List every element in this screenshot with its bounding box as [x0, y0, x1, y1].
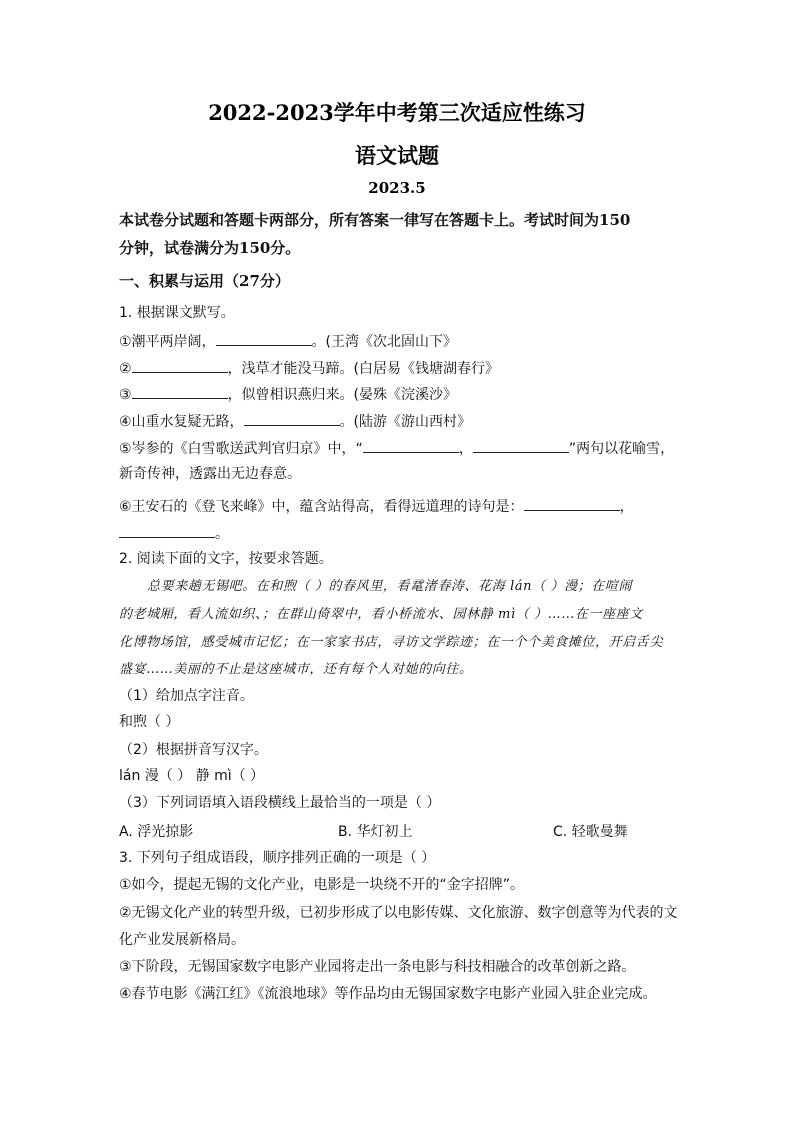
notice-line-1: 本试卷分试题和答题卡两部分，所有答案一律写在答题卡上。考试时间为150 [119, 211, 631, 229]
q1-item-6 [119, 495, 689, 518]
answer-blank[interactable] [244, 410, 340, 426]
q2-sub1-item: 和煦（ ） [119, 714, 180, 730]
q2-prompt: 2. 阅读下面的文字，按要求答题。 [119, 551, 333, 567]
answer-blank[interactable] [524, 495, 620, 511]
exam-title: 2022-2023学年中考第三次适应性练习 [208, 100, 586, 125]
q1-item-3-text-a: ③ [119, 387, 132, 403]
q1-item-6-cont [119, 522, 689, 545]
option-a[interactable]: A. 浮光掠影 [119, 824, 194, 840]
q1-item-5 [119, 437, 689, 460]
answer-blank[interactable] [216, 330, 312, 346]
q1-item-2 [119, 357, 689, 380]
q2-passage-line-3: 化博物场馆，感受城市记忆；在一家家书店，寻访文学踪迹；在一个个美食摊位，开启舌尖 [119, 635, 664, 650]
notice-line-2: 分钟，试卷满分为150分。 [119, 239, 301, 257]
section-heading: 一、积累与运用（27分） [119, 272, 290, 290]
q2-passage-line-1: 总要来趟无锡吧。在和煦（ ）的春风里，看鼋渚春涛、花海 lán（ ）漫；在喧闹 [147, 579, 633, 594]
q3-sentence-3: ③下阶段，无锡国家数字电影产业园将走出一条电影与科技相融合的改革创新之路。 [119, 959, 636, 975]
q1-item-6-text-b: ， [619, 499, 634, 515]
q1-item-1 [119, 330, 689, 353]
q1-item-5-text-b: ， [458, 441, 473, 457]
q2-sub1: （1）给加点字注音。 [119, 688, 254, 704]
answer-blank[interactable] [132, 383, 228, 399]
q2-sub3: （3）下列词语填入语段横线上最恰当的一项是（ ） [119, 795, 441, 811]
q1-item-2-text-b: ，浅草才能没马蹄。(白居易《钱塘湖春行》 [227, 361, 500, 377]
q1-item-5-cont: 新奇传神，透露出无边春意。 [119, 466, 301, 482]
q3-prompt: 3. 下列句子组成语段，顺序排列正确的一项是（ ） [119, 850, 436, 866]
exam-subtitle: 语文试题 [355, 143, 439, 168]
q1-item-3 [119, 383, 689, 406]
q1-item-4 [119, 410, 689, 433]
q1-item-4-text-b: 。(陆游《游山西村》 [339, 414, 472, 430]
q2-passage-line-4: 盛宴……美丽的不止是这座城市，还有每个人对她的向往。 [119, 662, 473, 677]
q1-item-5-text-c: ”两句以花喻雪， [568, 441, 675, 457]
q2-sub2: （2）根据拼音写汉字。 [119, 742, 268, 758]
q1-item-6-text-c: 。 [215, 526, 229, 542]
q1-item-3-text-b: ，似曾相识燕归来。(晏殊《浣溪沙》 [227, 387, 458, 403]
answer-blank[interactable] [132, 357, 228, 373]
answer-blank[interactable] [363, 437, 459, 453]
q3-sentence-1: ①如今，提起无锡的文化产业，电影是一块绕不开的“金字招牌”。 [119, 877, 525, 893]
q1-prompt: 1. 根据课文默写。 [119, 305, 235, 321]
answer-blank[interactable] [473, 437, 569, 453]
q3-sentence-4: ④春节电影《满江红》《流浪地球》等作品均由无锡国家数字电影产业园入驻企业完成。 [119, 986, 657, 1002]
q3-sentence-2: ②无锡文化产业的转型升级，已初步形成了以电影传媒、文化旅游、数字创意等为代表的文 [119, 905, 678, 921]
q1-item-1-text-b: 。(王湾《次北固山下》 [311, 334, 458, 350]
q3-sentence-2-cont: 化产业发展新格局。 [119, 932, 245, 948]
option-c[interactable]: C. 轻歌曼舞 [553, 824, 628, 840]
q1-item-4-text-a: ④山重水复疑无路， [119, 414, 244, 430]
q2-passage-line-2: 的老城厢，看人流如织、；在群山倚翠中，看小桥流水、园林静 mì（ ）……在一座座文 [119, 607, 643, 622]
q1-item-6-text-a: ⑥王安石的《登飞来峰》中，蕴含站得高，看得远道理的诗句是： [119, 499, 524, 515]
answer-blank[interactable] [119, 522, 215, 538]
option-b[interactable]: B. 华灯初上 [338, 824, 413, 840]
q1-item-1-text-a: ①潮平两岸阔， [119, 334, 216, 350]
q1-item-2-text-a: ② [119, 361, 132, 377]
exam-date: 2023.5 [368, 179, 426, 197]
q1-item-5-text-a: ⑤岑参的《白雪歌送武判官归京》中，“ [119, 441, 363, 457]
q2-sub2-item: lán 漫（ ） 静 mì（ ） [119, 768, 265, 784]
